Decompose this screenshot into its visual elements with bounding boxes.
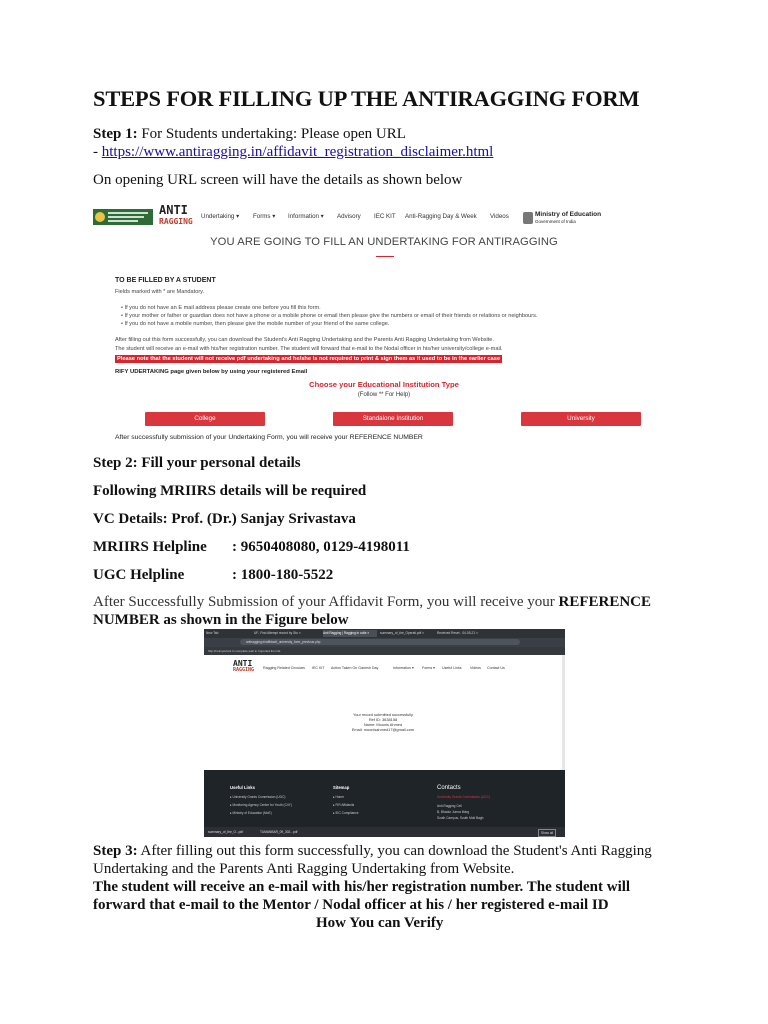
bullet-item: • If you do not have an E mail address please create one before you fill this form. [121, 305, 321, 311]
help-note: (Follow ** For Help) [357, 392, 411, 398]
bookmarks-bar [204, 647, 565, 655]
record-line: Your record submitted successfully [353, 712, 413, 717]
ugc-helpline-value: : 1800-180-5522 [232, 567, 334, 583]
footer-link[interactable]: ▸ Ministry of Education (MoE) [230, 811, 272, 815]
record-body [204, 679, 562, 770]
filled-by-student-heading: TO BE FILLED BY A STUDENT [115, 277, 216, 284]
antiragging-logo [159, 205, 193, 227]
details-required: Following MRIIRS details will be required [93, 483, 367, 499]
menu-item[interactable]: Contact Us [487, 666, 505, 670]
bookmarks-text[interactable]: http://noimportant In complete web in Imported from IE [208, 649, 281, 653]
after-submission-text: After Successfully Submission of your Affidavit Form, you will receive your REFERENCE NUMBER as shown in the Figure below [93, 594, 652, 628]
vc-details: VC Details: Prof. (Dr.) Sanjay Srivastava [93, 511, 356, 527]
menu-undertaking[interactable]: Undertaking ▾ [201, 213, 240, 220]
browser-tab[interactable]: summary_of_the_Operati.pdf × [380, 631, 425, 635]
show-all-button[interactable]: Show all [538, 829, 556, 837]
contacts-line: B, Bhadur Jumra Marg [437, 810, 470, 814]
menu-item[interactable]: Useful Links [442, 666, 462, 670]
standalone-institution-button[interactable]: Standalone Institution [333, 412, 453, 426]
menu-item[interactable]: Ragging Related Circulars [263, 666, 305, 670]
menu-iec-kit[interactable]: IEC KIT [374, 213, 396, 220]
step3-text: After filling out this form successfully, you can download the Student's Anti Ragging Undertaking and the Parents Anti Ragging Undertaking from Website. [93, 843, 652, 877]
receive-email-note: The student will receive an e-mail with his/her registration number. The student will forward that e-mail to the Nodal officer in his/her university/college e-mail. [115, 346, 503, 352]
verify-undertaking-note: RIFY UDERTAKING page given below by using your registered Email [115, 369, 308, 375]
opening-text: On opening URL screen will have the details as shown below [93, 172, 463, 188]
record-line: Email: moonisahmed17@gmail.com [351, 727, 415, 732]
sitemap-link[interactable]: ▸ IEC Compliance [333, 811, 359, 815]
university-button[interactable]: University [521, 412, 641, 426]
menu-item[interactable]: Information ▾ [393, 666, 414, 670]
menu-forms[interactable]: Forms ▾ [253, 213, 276, 220]
downloads-bar [204, 827, 565, 837]
browser-tab[interactable]: Received Reset - 04-05-21 × [437, 631, 478, 635]
sitemap-link[interactable]: ▸ Home [333, 795, 344, 799]
institution-type-heading: Choose your Educational Institution Type [309, 380, 459, 389]
browser-tabs [204, 629, 565, 638]
ugc-logo [93, 209, 153, 225]
contacts-line: South Campus, South Moti Bagh [437, 816, 484, 820]
browser-tab[interactable]: UF- Find Attempt record by Stu × [254, 631, 301, 635]
record-line: Name: Moonis Ahmed [363, 722, 403, 727]
scrollbar[interactable] [562, 655, 565, 770]
ugc-helpline-label: UGC Helpline [93, 567, 185, 583]
heading-underline [376, 256, 394, 257]
browser-tab-active[interactable]: Anti Ragging | Ragging in colle × [323, 630, 377, 637]
mriirs-helpline-value: : 9650408080, 0129-4198011 [232, 539, 410, 555]
step1-text: For Students undertaking: Please open URL [137, 126, 406, 142]
menu-item[interactable]: Action Taken On Ganesh Day [331, 666, 379, 670]
ministry-logo-text: Ministry of Education Government of India [535, 211, 602, 224]
menu-item[interactable]: IEC KIT [312, 666, 325, 670]
step1-paragraph [93, 125, 493, 161]
antiragging-logo: ANTI RAGGING [233, 659, 255, 673]
step3-email-note: The student will receive an e-mail with his/her registration number. The student will forward that e-mail to the Mentor / Nodal officer at his / her registered e-mail ID [93, 879, 631, 913]
mandatory-note: Fields marked with * are Mandatory. [115, 289, 205, 295]
url-input[interactable]: antiragging.in/affidavit_university_form_previous.php [240, 639, 520, 645]
step1-label: Step 1: [93, 126, 138, 142]
page-title: STEPS FOR FILLING UP THE ANTIRAGGING FORM [93, 86, 640, 111]
menu-item[interactable]: Forms ▾ [422, 666, 435, 670]
menu-antiragging-day[interactable]: Anti-Ragging Day & Week [405, 213, 477, 220]
step3-paragraph [93, 842, 683, 878]
menu-videos[interactable]: Videos [490, 213, 509, 220]
reference-number-screenshot [204, 629, 565, 837]
footer-sitemap-heading: Sitemap [333, 785, 350, 790]
emblem-icon [523, 212, 533, 224]
sitemap-link[interactable]: ▸ FIR Affidavits [333, 803, 355, 807]
footer-link[interactable]: ▸ Monitoring Agency Centre for Youth (C4Y) [230, 803, 292, 807]
screenshot1-navbar [93, 203, 675, 229]
menu-advisory[interactable]: Advisory [337, 213, 361, 220]
antiragging-form-screenshot [93, 199, 675, 442]
undertaking-heading: YOU ARE GOING TO FILL AN UNDERTAKING FOR ANTIRAGGING [210, 236, 558, 248]
download-item[interactable]: TUMANBAR_09_302...pdf [260, 830, 298, 834]
college-button[interactable]: College [145, 412, 265, 426]
record-line: Ref ID: 3638158 [368, 717, 398, 722]
site-footer [204, 770, 565, 827]
step3-label: Step 3: [93, 843, 138, 859]
after-fill-note: After filling out this form successfully, you can download the Student's Anti Ragging Undertaking and the Parents Anti Ragging Undertaking from Website. [115, 337, 494, 343]
pdf-warning-banner: Please note that the student will not receive pdf undertaking and he/she is not required to print & sign them as it used to be in the earlier case [117, 356, 501, 362]
logo-line-1: ANTI [159, 203, 188, 217]
logo-line-2: RAGGING [159, 217, 193, 226]
affidavit-url-link[interactable]: https://www.antiragging.in/affidavit_registration_disclaimer.html [101, 144, 494, 160]
download-item[interactable]: summary_of_the_O...pdf [208, 830, 244, 834]
menu-information[interactable]: Information ▾ [288, 213, 324, 220]
bullet-item: • If your mother or father or guardian does not have a phone or a mobile phone or email then please give the numbers or email of their friends or relations or neighbours. [121, 313, 538, 319]
bullet-item: • If you do not have a mobile number, then please give the mobile number of your friend of the same college. [121, 321, 390, 327]
screenshot2-navbar [204, 655, 565, 679]
contacts-line: University Grants Commission (UGC) [437, 795, 490, 799]
reference-number-note: After successfully submission of your Undertaking Form, you will receive your REFERENCE NUMBER [115, 434, 423, 441]
menu-item[interactable]: Videos [470, 666, 481, 670]
address-bar-area [204, 638, 565, 647]
footer-link[interactable]: ▸ University Grants Commission (UGC) [230, 795, 286, 799]
footer-useful-heading: Useful Links [230, 785, 255, 790]
step2-heading: Step 2: Fill your personal details [93, 455, 301, 471]
how-to-verify-heading: How You can Verify [316, 915, 444, 931]
footer-contacts-heading: Contacts [437, 785, 461, 791]
browser-tab[interactable]: New Tab [206, 631, 219, 635]
step1-dash: - [93, 144, 102, 160]
contacts-line: Anti-Ragging Cell [437, 804, 462, 808]
mriirs-helpline-label: MRIIRS Helpline [93, 539, 207, 555]
